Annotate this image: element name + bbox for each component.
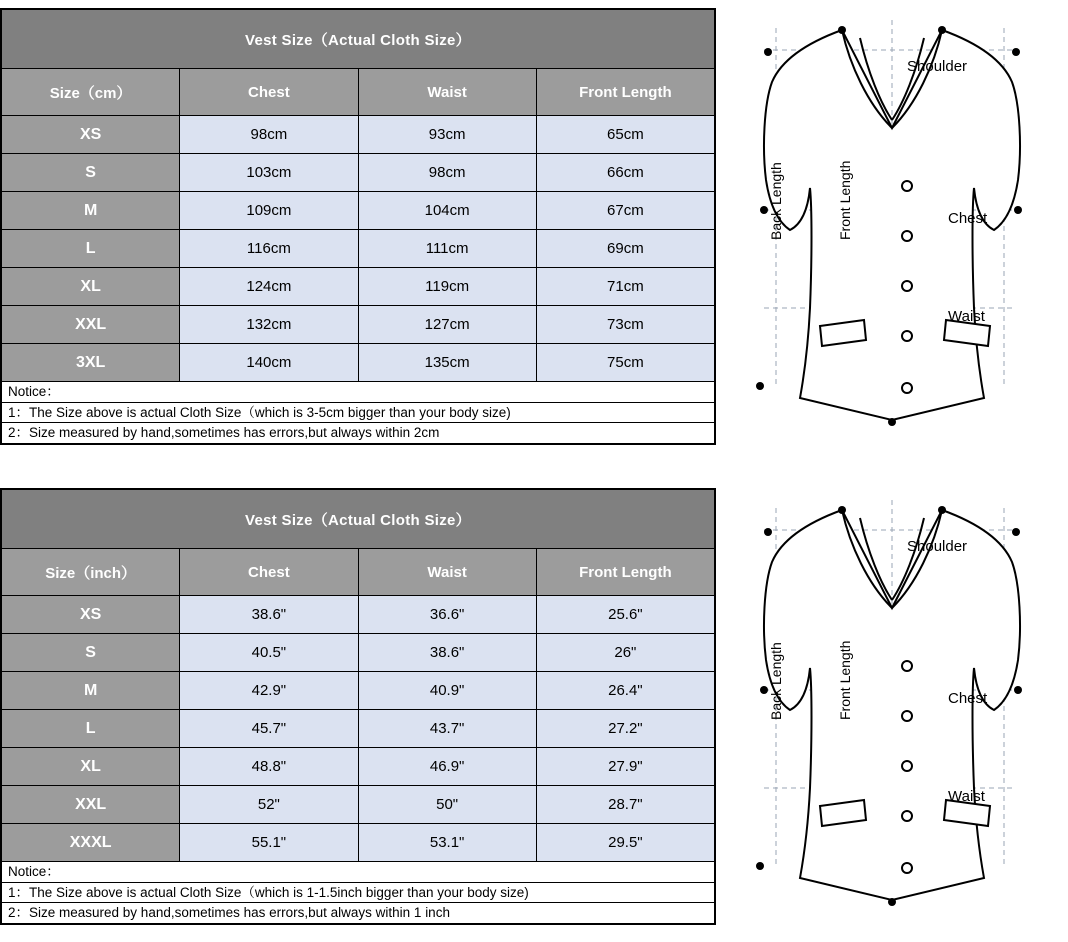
column-header-chest: Chest bbox=[180, 69, 358, 116]
cell-waist: 93cm bbox=[358, 116, 536, 154]
cell-size: XS bbox=[2, 596, 180, 634]
table-title-row bbox=[2, 490, 715, 549]
cell-waist: 127cm bbox=[358, 306, 536, 344]
table-row bbox=[2, 344, 715, 382]
table-row bbox=[2, 824, 715, 862]
size-table-inch bbox=[1, 489, 715, 862]
notice-heading: Notice： bbox=[2, 382, 714, 403]
cell-chest: 109cm bbox=[180, 192, 358, 230]
cell-size: S bbox=[2, 634, 180, 672]
column-header-size: Size（inch） bbox=[2, 549, 180, 596]
cell-waist: 119cm bbox=[358, 268, 536, 306]
cell-front-length: 25.6" bbox=[536, 596, 714, 634]
cell-front-length: 66cm bbox=[536, 154, 714, 192]
table-title: Vest Size（Actual Cloth Size） bbox=[2, 10, 715, 69]
label-shoulder: Shoulder bbox=[907, 538, 968, 555]
column-header-waist: Waist bbox=[358, 549, 536, 596]
notice-block bbox=[1, 382, 715, 444]
label-shoulder: Shoulder bbox=[907, 58, 968, 75]
cell-size: 3XL bbox=[2, 344, 180, 382]
cell-waist: 104cm bbox=[358, 192, 536, 230]
cell-size: XXXL bbox=[2, 824, 180, 862]
size-chart-panel-inch bbox=[0, 488, 1068, 925]
table-row bbox=[2, 268, 715, 306]
cell-front-length: 65cm bbox=[536, 116, 714, 154]
cell-chest: 40.5" bbox=[180, 634, 358, 672]
table-row bbox=[2, 596, 715, 634]
cell-waist: 135cm bbox=[358, 344, 536, 382]
table-title-row bbox=[2, 10, 715, 69]
cell-size: S bbox=[2, 154, 180, 192]
notice-line-2: 2：Size measured by hand,sometimes has errors,but always within 1 inch bbox=[8, 905, 450, 920]
cell-size: XL bbox=[2, 268, 180, 306]
table-header-row bbox=[2, 549, 715, 596]
cell-front-length: 27.2" bbox=[536, 710, 714, 748]
size-table-cm-wrapper bbox=[0, 8, 716, 445]
size-table-cm bbox=[1, 9, 715, 382]
vest-diagram-inch bbox=[716, 488, 1068, 925]
cell-front-length: 71cm bbox=[536, 268, 714, 306]
cell-front-length: 69cm bbox=[536, 230, 714, 268]
label-back-length: Back Length bbox=[768, 162, 784, 240]
cell-chest: 116cm bbox=[180, 230, 358, 268]
vest-illustration bbox=[716, 8, 1068, 438]
cell-waist: 40.9" bbox=[358, 672, 536, 710]
cell-front-length: 67cm bbox=[536, 192, 714, 230]
cell-chest: 45.7" bbox=[180, 710, 358, 748]
vest-illustration bbox=[716, 488, 1068, 918]
cell-chest: 48.8" bbox=[180, 748, 358, 786]
cell-chest: 42.9" bbox=[180, 672, 358, 710]
cell-size: XL bbox=[2, 748, 180, 786]
table-row bbox=[2, 786, 715, 824]
column-header-front-length: Front Length bbox=[536, 69, 714, 116]
cell-size: L bbox=[2, 710, 180, 748]
cell-chest: 132cm bbox=[180, 306, 358, 344]
cell-front-length: 73cm bbox=[536, 306, 714, 344]
table-row bbox=[2, 634, 715, 672]
label-back-length: Back Length bbox=[768, 642, 784, 720]
cell-size: XXL bbox=[2, 306, 180, 344]
cell-front-length: 26" bbox=[536, 634, 714, 672]
table-row bbox=[2, 192, 715, 230]
table-row bbox=[2, 230, 715, 268]
table-header-row bbox=[2, 69, 715, 116]
cell-chest: 98cm bbox=[180, 116, 358, 154]
column-header-waist: Waist bbox=[358, 69, 536, 116]
cell-waist: 53.1" bbox=[358, 824, 536, 862]
notice-heading: Notice： bbox=[2, 862, 714, 883]
cell-chest: 140cm bbox=[180, 344, 358, 382]
column-header-front-length: Front Length bbox=[536, 549, 714, 596]
table-row bbox=[2, 116, 715, 154]
cell-size: XS bbox=[2, 116, 180, 154]
cell-size: M bbox=[2, 672, 180, 710]
label-front-length: Front Length bbox=[837, 640, 853, 720]
notice-line-1: 1：The Size above is actual Cloth Size（which is 3-5cm bigger than your body size) bbox=[2, 403, 714, 424]
cell-chest: 38.6" bbox=[180, 596, 358, 634]
cell-waist: 38.6" bbox=[358, 634, 536, 672]
notice-line-1: 1：The Size above is actual Cloth Size（which is 1-1.5inch bigger than your body size) bbox=[2, 883, 714, 904]
column-header-size: Size（cm） bbox=[2, 69, 180, 116]
notice-block bbox=[1, 862, 715, 924]
cell-chest: 103cm bbox=[180, 154, 358, 192]
table-row bbox=[2, 710, 715, 748]
cell-front-length: 28.7" bbox=[536, 786, 714, 824]
cell-waist: 43.7" bbox=[358, 710, 536, 748]
cell-waist: 111cm bbox=[358, 230, 536, 268]
label-front-length: Front Length bbox=[837, 160, 853, 240]
cell-size: L bbox=[2, 230, 180, 268]
cell-waist: 50" bbox=[358, 786, 536, 824]
size-table-inch-wrapper bbox=[0, 488, 716, 925]
label-waist: Waist bbox=[948, 308, 985, 325]
cell-chest: 55.1" bbox=[180, 824, 358, 862]
table-row bbox=[2, 306, 715, 344]
table-row bbox=[2, 748, 715, 786]
cell-size: M bbox=[2, 192, 180, 230]
cell-chest: 52" bbox=[180, 786, 358, 824]
cell-waist: 46.9" bbox=[358, 748, 536, 786]
cell-front-length: 27.9" bbox=[536, 748, 714, 786]
cell-chest: 124cm bbox=[180, 268, 358, 306]
cell-waist: 98cm bbox=[358, 154, 536, 192]
cell-front-length: 29.5" bbox=[536, 824, 714, 862]
table-row bbox=[2, 672, 715, 710]
cell-front-length: 75cm bbox=[536, 344, 714, 382]
label-chest: Chest bbox=[948, 210, 988, 227]
table-title: Vest Size（Actual Cloth Size） bbox=[2, 490, 715, 549]
vest-diagram-cm bbox=[716, 8, 1068, 445]
table-row bbox=[2, 154, 715, 192]
column-header-chest: Chest bbox=[180, 549, 358, 596]
label-chest: Chest bbox=[948, 690, 988, 707]
notice-line-2: 2：Size measured by hand,sometimes has errors,but always within 2cm bbox=[8, 425, 440, 440]
cell-front-length: 26.4" bbox=[536, 672, 714, 710]
cell-waist: 36.6" bbox=[358, 596, 536, 634]
size-chart-panel-cm bbox=[0, 8, 1068, 445]
cell-size: XXL bbox=[2, 786, 180, 824]
label-waist: Waist bbox=[948, 788, 985, 805]
